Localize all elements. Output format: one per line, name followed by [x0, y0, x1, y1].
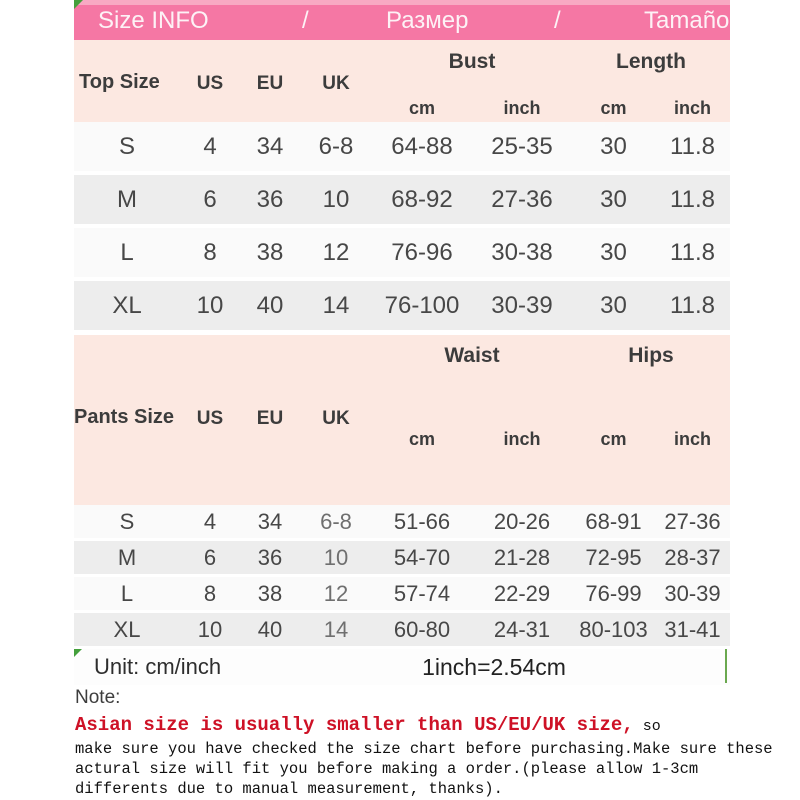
- cell-uk: 12: [322, 238, 350, 266]
- title-separator: /: [302, 7, 309, 34]
- unit-label: Unit: cm/inch: [94, 654, 222, 679]
- cell-eu: 34: [256, 132, 284, 160]
- cell-size: L: [120, 238, 134, 266]
- cell-length-inch: 11.8: [670, 238, 715, 266]
- table-row: [74, 613, 730, 646]
- cell-eu: 38: [257, 580, 283, 606]
- cell-us: 10: [196, 291, 224, 319]
- green-border-artifact: [725, 649, 727, 683]
- note-label: Note:: [75, 687, 121, 708]
- cell-waist-cm: 60-80: [393, 616, 451, 642]
- cell-eu: 38: [256, 238, 284, 266]
- note-warning-suffix: so: [633, 718, 661, 735]
- waist-group-header: Waist: [444, 344, 500, 367]
- top-size-header: Top Size: [79, 71, 160, 93]
- note-section: [75, 687, 791, 799]
- unit-header-cm: cm: [408, 98, 435, 118]
- unit-header-inch: inch: [503, 429, 541, 449]
- unit-header-inch: inch: [673, 429, 711, 449]
- top-table-header: [74, 40, 730, 122]
- cell-uk: 14: [322, 291, 350, 319]
- length-group-header: Length: [616, 50, 686, 73]
- cell-waist-inch: 20-26: [493, 508, 551, 534]
- table-row: [74, 541, 730, 574]
- eu-column-header: EU: [256, 408, 284, 429]
- cell-hips-inch: 28-37: [664, 544, 721, 570]
- uk-column-header: UK: [322, 73, 350, 94]
- cell-uk: 12: [323, 580, 349, 606]
- cell-size: XL: [113, 616, 141, 642]
- cell-length-cm: 30: [600, 238, 627, 266]
- inch-conversion-label: 1inch=2.54cm: [422, 654, 566, 680]
- cell-waist-inch: 21-28: [493, 544, 551, 570]
- chart-title-bar: [74, 0, 730, 40]
- cell-bust-cm: 68-92: [391, 185, 453, 213]
- cell-hips-inch: 27-36: [664, 508, 721, 534]
- us-column-header: US: [196, 408, 224, 429]
- cell-uk: 14: [323, 616, 349, 642]
- cell-length-cm: 30: [600, 185, 627, 213]
- uk-column-header: UK: [322, 408, 350, 429]
- cell-length-cm: 30: [600, 291, 627, 319]
- cell-hips-cm: 76-99: [585, 580, 642, 606]
- cell-hips-cm: 72-95: [585, 544, 642, 570]
- eu-column-header: EU: [256, 73, 284, 94]
- cell-bust-cm: 76-100: [384, 291, 460, 319]
- note-body-line: actural size will fit you before making a order.(please allow 1-3cm: [75, 760, 699, 778]
- title-separator: /: [554, 7, 561, 34]
- cell-uk: 10: [322, 185, 350, 213]
- cell-hips-inch: 31-41: [664, 616, 721, 642]
- cell-waist-cm: 51-66: [393, 508, 451, 534]
- cell-size: M: [117, 544, 137, 570]
- cell-bust-cm: 76-96: [391, 238, 453, 266]
- cell-eu: 40: [257, 616, 283, 642]
- table-row: [74, 505, 730, 538]
- cell-us: 4: [203, 508, 217, 534]
- cell-size: L: [120, 580, 134, 606]
- table-row: [74, 577, 730, 610]
- cell-length-inch: 11.8: [670, 291, 715, 319]
- cell-length-inch: 11.8: [670, 132, 715, 160]
- cell-eu: 40: [256, 291, 284, 319]
- cell-waist-inch: 22-29: [493, 580, 551, 606]
- bust-group-header: Bust: [448, 50, 496, 73]
- cell-size: M: [117, 185, 137, 213]
- cell-us: 10: [197, 616, 223, 642]
- cell-bust-inch: 27-36: [491, 185, 553, 213]
- title-english: Size INFO: [98, 7, 209, 34]
- cell-eu: 36: [257, 544, 283, 570]
- unit-header-cm: cm: [600, 98, 627, 118]
- table-row: [74, 175, 730, 224]
- cell-waist-cm: 54-70: [393, 544, 451, 570]
- cell-hips-cm: 80-103: [579, 616, 648, 642]
- cell-uk: 6-8: [318, 132, 354, 160]
- cell-eu: 36: [256, 185, 284, 213]
- title-russian: Размер: [386, 7, 469, 34]
- cell-bust-cm: 64-88: [391, 132, 453, 160]
- unit-header-inch: inch: [503, 98, 541, 118]
- cell-length-inch: 11.8: [670, 185, 715, 213]
- cell-uk: 6-8: [320, 508, 352, 534]
- note-warning-line: [75, 714, 791, 736]
- cell-us: 6: [203, 185, 217, 213]
- unit-header-cm: cm: [600, 429, 627, 449]
- table-row: [74, 281, 730, 330]
- pants-size-header: Pants Size: [74, 406, 175, 428]
- size-chart-table: [74, 0, 730, 685]
- cell-us: 8: [203, 580, 217, 606]
- note-body-line: differents due to manual measurement, thanks).: [75, 780, 503, 798]
- cell-waist-cm: 57-74: [393, 580, 451, 606]
- unit-header-inch: inch: [673, 98, 711, 118]
- unit-header-cm: cm: [408, 429, 435, 449]
- cell-eu: 34: [257, 508, 283, 534]
- cell-size: XL: [112, 291, 142, 319]
- cell-size: S: [119, 508, 135, 534]
- note-warning-red-text: Asian size is usually smaller than US/EU/UK size,: [75, 714, 634, 736]
- cell-hips-inch: 30-39: [664, 580, 721, 606]
- pants-table-header: [74, 335, 730, 505]
- title-spanish: Tamaño: [644, 7, 730, 34]
- cell-bust-inch: 30-38: [491, 238, 553, 266]
- cell-length-cm: 30: [600, 132, 627, 160]
- cell-waist-inch: 24-31: [493, 616, 551, 642]
- cell-bust-inch: 30-39: [491, 291, 553, 319]
- cell-us: 6: [203, 544, 217, 570]
- cell-size: S: [118, 132, 135, 160]
- cell-hips-cm: 68-91: [585, 508, 642, 534]
- table-row: [74, 228, 730, 277]
- cell-us: 8: [203, 238, 217, 266]
- us-column-header: US: [196, 73, 224, 94]
- table-row: [74, 122, 730, 171]
- note-body-line: make sure you have checked the size chart before purchasing.Make sure these: [75, 740, 773, 758]
- unit-info-row: [74, 649, 730, 685]
- cell-us: 4: [203, 132, 217, 160]
- cell-uk: 10: [323, 544, 349, 570]
- hips-group-header: Hips: [628, 344, 674, 367]
- cell-bust-inch: 25-35: [491, 132, 553, 160]
